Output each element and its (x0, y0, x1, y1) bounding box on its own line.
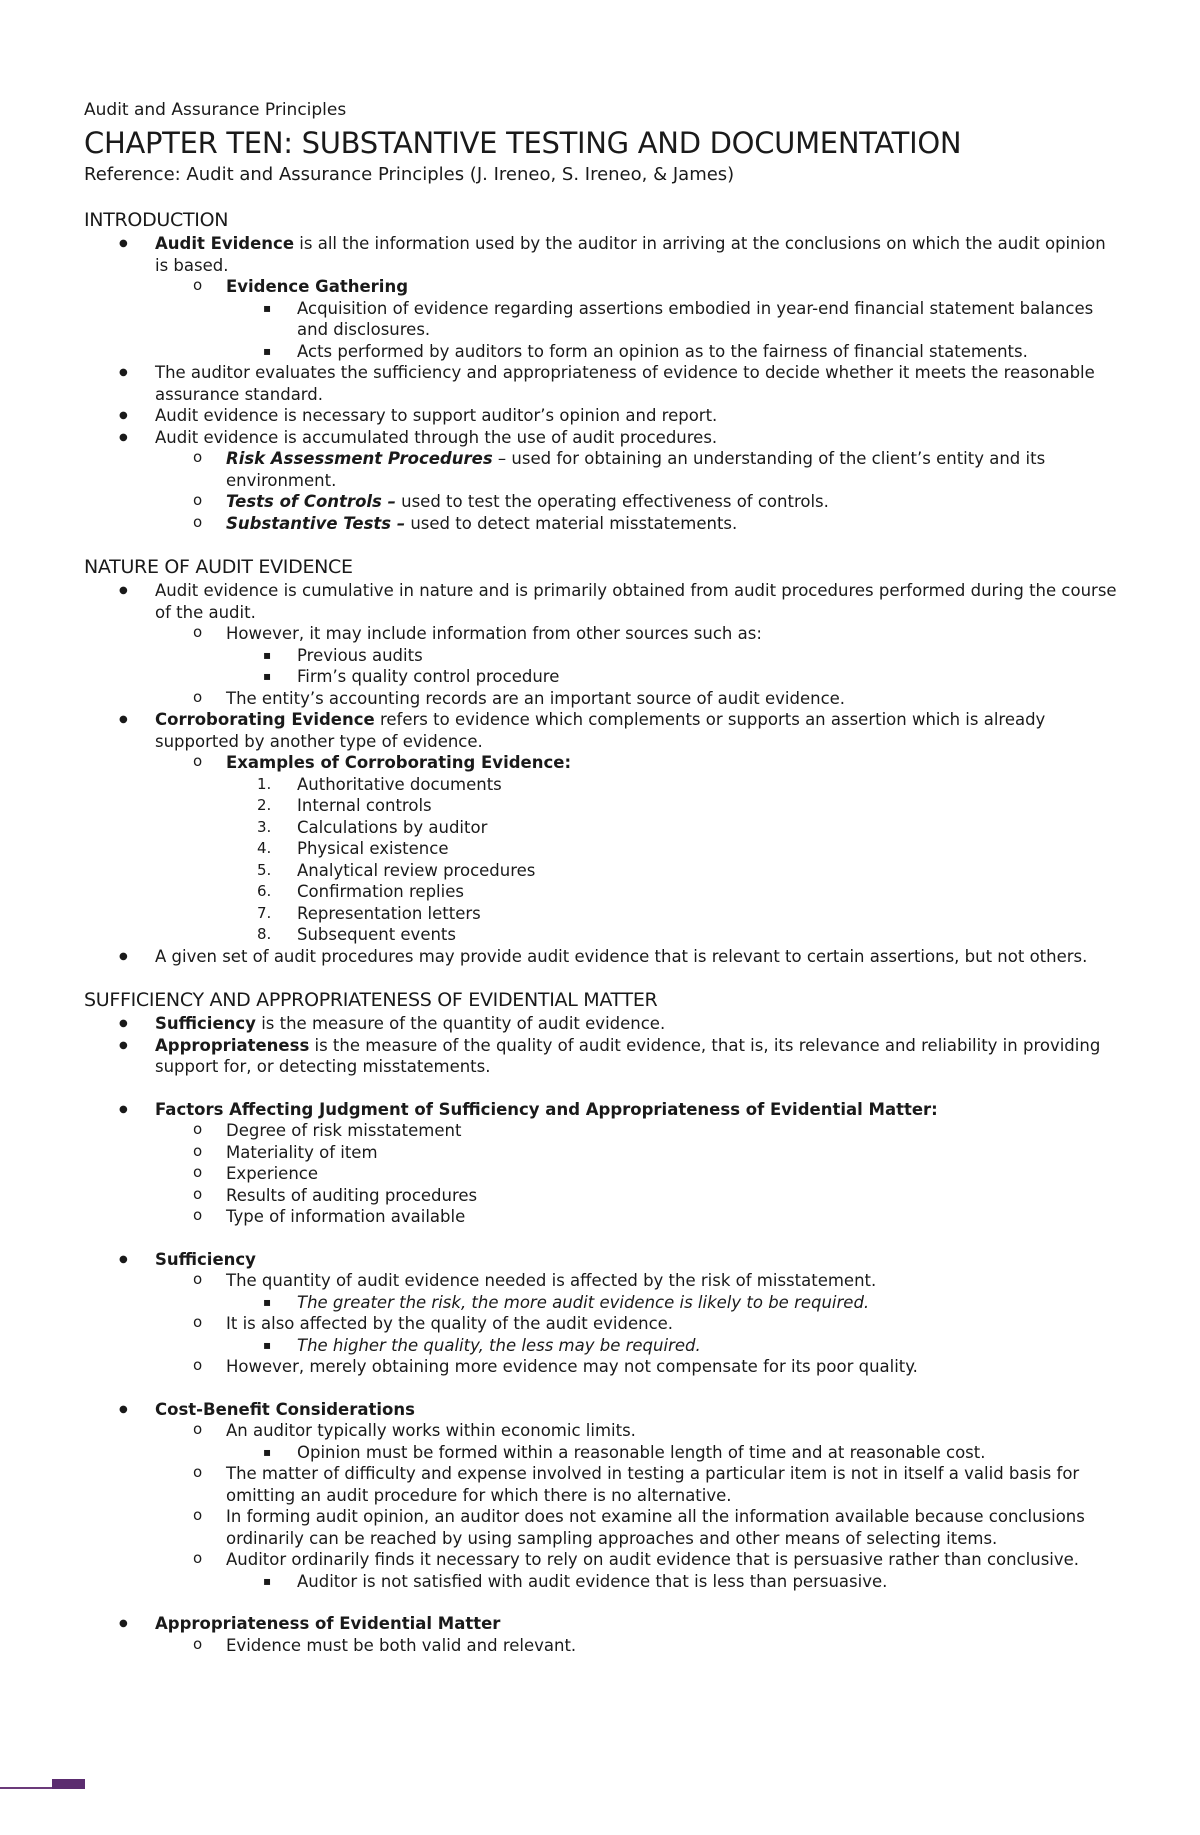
sub-list (155, 1420, 1124, 1592)
list-item: ▪ Previous audits (226, 645, 1124, 667)
list-item: ● Audit evidence is necessary to support auditor’s opinion and report. (84, 405, 1124, 427)
bullet-list (84, 1013, 1124, 1656)
list-item: ● Cost-Benefit Considerations o An auditor typically works within economic limits. ▪ Opinion must be formed within a reasonable length of time and at reasonable cost. o The matter of difficulty and expense involved in testing a particular item is not in itself a valid basis for omitting an audit procedure for which there is no alternative. o In forming audit opinion, an auditor does not examine all the information available because conclusions ordinarily can be reached by using sampling approaches and other means of selecting items. o Auditor ordinarily finds it necessary to rely on audit evidence that is persuasive rather than conclusive. ▪ Auditor is not satisfied with audit evidence that is less than persuasive. (84, 1399, 1124, 1593)
list-item: ● Corroborating Evidence refers to evidence which complements or supports an assertion which is already supported by another type of evidence. o Examples of Corroborating Evidence: 1. Authoritative documents 2. Internal controls 3. Calculations by auditor 4. Physical existence 5. Analytical review procedures 6. Confirmation replies 7. Representation letters 8. Subsequent events (84, 709, 1124, 946)
list-item: o Results of auditing procedures (155, 1185, 1124, 1207)
list-item: ▪ The greater the risk, the more audit evidence is likely to be required. (226, 1292, 1124, 1314)
list-item: o Evidence must be both valid and relevant. (155, 1635, 1124, 1657)
list-item: o Examples of Corroborating Evidence: 1. Authoritative documents 2. Internal controls 3. Calculations by auditor 4. Physical existence 5. Analytical review procedures 6. Confirmation replies 7. Representation letters 8. Subsequent events (155, 752, 1124, 946)
list-item: o Auditor ordinarily finds it necessary to rely on audit evidence that is persuasive rather than conclusive. ▪ Auditor is not satisfied with audit evidence that is less than persuasive. (155, 1549, 1124, 1592)
numbered-list (226, 774, 1124, 946)
list-item: ▪ Acts performed by auditors to form an opinion as to the fairness of financial statements. (226, 341, 1124, 363)
list-item: ▪ Opinion must be formed within a reasonable length of time and at reasonable cost. (226, 1442, 1124, 1464)
reference-line: Reference: Audit and Assurance Principles (J. Ireneo, S. Ireneo, & James) (84, 164, 735, 185)
section-nature (84, 556, 1124, 967)
list-item: o The matter of difficulty and expense involved in testing a particular item is not in itself a valid basis for omitting an audit procedure for which there is no alternative. (155, 1463, 1124, 1506)
footer-rule (0, 1787, 52, 1789)
sub-sub-list (226, 1335, 1124, 1357)
numbered-item: 3. Calculations by auditor (257, 817, 488, 837)
section-sufficiency (84, 989, 1124, 1656)
numbered-item: 7. Representation letters (257, 903, 481, 923)
list-item: o Materiality of item (155, 1142, 1124, 1164)
list-item: ▪ Firm’s quality control procedure (226, 666, 1124, 688)
list-item: ● Factors Affecting Judgment of Sufficiency and Appropriateness of Evidential Matter: o Degree of risk misstatement o Materiality of item o Experience o Results of auditing procedures o Type of information available (84, 1099, 1124, 1228)
list-item: ● Appropriateness of Evidential Matter o Evidence must be both valid and relevant. (84, 1613, 1124, 1656)
term: Appropriateness (155, 1035, 310, 1055)
course-subject: Audit and Assurance Principles (84, 100, 347, 120)
numbered-item: 1. Authoritative documents (257, 774, 502, 794)
list-item: o Risk Assessment Procedures – used for obtaining an understanding of the client’s entity and its environment. (155, 448, 1124, 491)
document-content (84, 100, 1124, 1678)
list-item: o Type of information available (155, 1206, 1124, 1228)
list-item: o An auditor typically works within economic limits. ▪ Opinion must be formed within a reasonable length of time and at reasonable cost. (155, 1420, 1124, 1463)
chapter-title: CHAPTER TEN: SUBSTANTIVE TESTING AND DOCUMENTATION (84, 126, 962, 160)
section-heading: INTRODUCTION (84, 209, 229, 231)
term: Audit Evidence (155, 234, 295, 253)
list-item: o The quantity of audit evidence needed is affected by the risk of misstatement. ▪ The greater the risk, the more audit evidence is likely to be required. (155, 1270, 1124, 1313)
sub-sub-list (226, 1292, 1124, 1314)
list-item: o Evidence Gathering ▪ Acquisition of evidence regarding assertions embodied in year-end financial statement balances and disclosures. ▪ Acts performed by auditors to form an opinion as to the fairness of financial statements. (155, 276, 1124, 362)
list-item: o However, it may include information from other sources such as: ▪ Previous audits ▪ Firm’s quality control procedure (155, 623, 1124, 688)
sub-sub-list (226, 1442, 1124, 1464)
sub-list (155, 276, 1124, 362)
bullet-list (84, 580, 1124, 967)
list-item: o In forming audit opinion, an auditor does not examine all the information available because conclusions ordinarily can be reached by using sampling approaches and other means of selecting items. (155, 1506, 1124, 1549)
sub-list (155, 1270, 1124, 1378)
sub-sub-list (226, 645, 1124, 688)
list-item: o Experience (155, 1163, 1124, 1185)
list-item: ▪ Auditor is not satisfied with audit evidence that is less than persuasive. (226, 1571, 1124, 1593)
numbered-item: 2. Internal controls (257, 796, 432, 815)
sub-list (155, 448, 1124, 534)
list-item: o Tests of Controls – used to test the operating effectiveness of controls. (155, 491, 1124, 513)
list-item: ● Appropriateness is the measure of the quality of audit evidence, that is, its relevance and reliability in providing support for, or detecting misstatements. (84, 1035, 1124, 1078)
sub-sub-list (226, 298, 1124, 363)
numbered-item: 5. Analytical review procedures (257, 860, 536, 880)
list-item: ● Sufficiency o The quantity of audit evidence needed is affected by the risk of misstatement. ▪ The greater the risk, the more audit evidence is likely to be required. o It is also affected by the quality of the audit evidence. ▪ The higher the quality, the less may be required. o However, merely obtaining more evidence may not compensate for its poor quality. (84, 1249, 1124, 1378)
list-item: ● Audit Evidence is all the information used by the auditor in arriving at the conclusions on which the audit opinion is based. o Evidence Gathering ▪ Acquisition of evidence regarding assertions embodied in year-end financial statement balances and disclosures. ▪ Acts performed by auditors to form an opinion as to the fairness of financial statements. (84, 233, 1124, 362)
sub-list (155, 1635, 1124, 1657)
list-item: o However, merely obtaining more evidence may not compensate for its poor quality. (155, 1356, 1124, 1378)
list-item: o Substantive Tests – used to detect material misstatements. (155, 513, 1124, 535)
list-item: o Degree of risk misstatement (155, 1120, 1124, 1142)
numbered-item: 8. Subsequent events (257, 925, 456, 944)
sub-list (155, 623, 1124, 709)
numbered-item: 6. Confirmation replies (257, 882, 464, 901)
section-heading: NATURE OF AUDIT EVIDENCE (84, 556, 353, 578)
footer-accent (52, 1779, 85, 1789)
section-heading: SUFFICIENCY AND APPROPRIATENESS OF EVIDENTIAL MATTER (84, 989, 658, 1011)
list-item: ▪ The higher the quality, the less may be required. (226, 1335, 1124, 1357)
sub-list (155, 1120, 1124, 1228)
section-introduction (84, 209, 1124, 534)
term: Sufficiency (155, 1014, 256, 1033)
sub-list (155, 752, 1124, 946)
list-item: ● The auditor evaluates the sufficiency and appropriateness of evidence to decide whether it meets the reasonable assurance standard. (84, 362, 1124, 405)
list-item: ● A given set of audit procedures may provide audit evidence that is relevant to certain assertions, but not others. (84, 946, 1124, 968)
list-item: o The entity’s accounting records are an important source of audit evidence. (155, 688, 1124, 710)
sub-sub-list (226, 1571, 1124, 1593)
list-item: ● Audit evidence is accumulated through the use of audit procedures. o Risk Assessment Procedures – used for obtaining an understanding of the client’s entity and its environment. o Tests of Controls – used to test the operating effectiveness of controls. o Substantive Tests – used to detect material misstatements. (84, 427, 1124, 535)
list-item: ● Sufficiency is the measure of the quantity of audit evidence. (84, 1013, 1124, 1035)
term: Corroborating Evidence (155, 710, 375, 729)
list-item: ● Audit evidence is cumulative in nature and is primarily obtained from audit procedures performed during the course of the audit. o However, it may include information from other sources such as: ▪ Previous audits ▪ Firm’s quality control procedure o The entity’s accounting records are an important source of audit evidence. (84, 580, 1124, 709)
list-item: o It is also affected by the quality of the audit evidence. ▪ The higher the quality, the less may be required. (155, 1313, 1124, 1356)
list-item: ▪ Acquisition of evidence regarding assertions embodied in year-end financial statement balances and disclosures. (226, 298, 1124, 341)
numbered-item: 4. Physical existence (257, 839, 449, 858)
bullet-list (84, 233, 1124, 534)
